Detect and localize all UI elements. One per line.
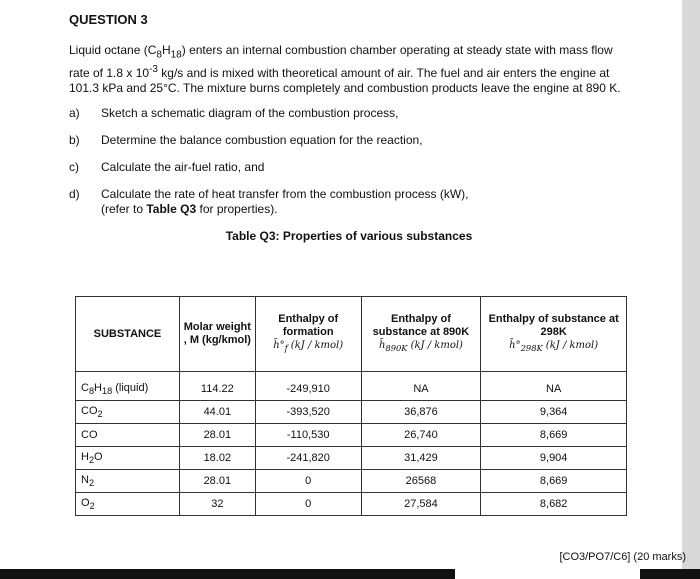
part-a: a) Sketch a schematic diagram of the combustion process, — [69, 106, 399, 121]
table-row: $C_8H_{18}$ (liquid) 114.22 -249,910 NA NA — [76, 372, 627, 401]
part-b: b) Determine the balance combustion equation for the reaction, — [69, 133, 423, 148]
table-header-row — [76, 297, 627, 372]
table-row: $CO_2$ 44.01 -393,520 36,876 9,364 — [76, 401, 627, 424]
scan-edge-bottom-right — [640, 569, 700, 579]
header-enthalpy-formation: Enthalpy of formation $h̄^\circ_f$ (kJ / kmol) — [255, 297, 361, 372]
part-d: d) Calculate the rate of heat transfer from the combustion process (kW), (refer to Table Q3 for properties). — [69, 187, 469, 217]
question-intro: Liquid octane $(C_8H_{18})$ enters an internal combustion chamber operating at steady state with mass flow rate of 1.8 x $10^{-3}$ kg/s and is mixed with theoretical amount of air. The fuel and air enters the engine at 101.3 kPa and 25°C. The mixture burns completely and combustion products leave the engine at 890 K. — [69, 43, 621, 96]
header-substance: SUBSTANCE — [76, 297, 180, 372]
scan-edge-right — [682, 0, 700, 579]
header-enthalpy-890k: Enthalpy of substance at 890K $h̄_{890K}$ (kJ / kmol) — [361, 297, 481, 372]
table-caption: Table Q3: Properties of various substances — [225, 229, 473, 244]
properties-table — [75, 296, 627, 516]
question-page — [69, 12, 669, 257]
header-enthalpy-298k: Enthalpy of substance at 298K $h̄^\circ_{298K}$ (kJ / kmol) — [481, 297, 627, 372]
question-title: QUESTION 3 — [69, 12, 148, 27]
question-parts — [69, 106, 669, 217]
scan-edge-bottom-left — [0, 569, 455, 579]
table-row: $O_2$ 32 0 27,584 8,682 — [76, 493, 627, 516]
marks-label: [CO3/PO7/C6] (20 marks) — [559, 551, 686, 563]
part-c: c) Calculate the air-fuel ratio, and — [69, 160, 265, 175]
table-row: $H_2O$ 18.02 -241,820 31,429 9,904 — [76, 447, 627, 470]
table-row: $N_2$ 28.01 0 26568 8,669 — [76, 470, 627, 493]
header-molar-weight: Molar weight , M (kg/kmol) — [179, 297, 255, 372]
table-row: CO 28.01 -110,530 26,740 8,669 — [76, 424, 627, 447]
